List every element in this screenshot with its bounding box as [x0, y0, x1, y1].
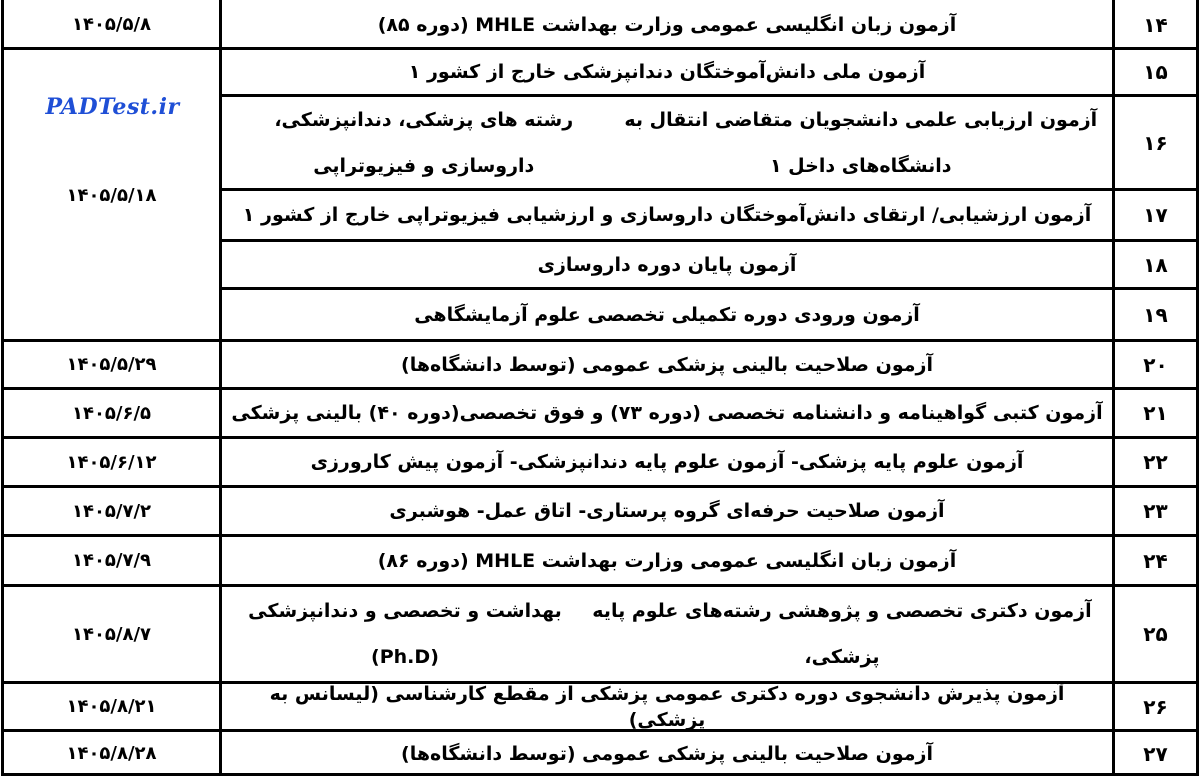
- exam-title: [222, 732, 1112, 775]
- exam-date: ۱۴۰۵/۵/۲۹: [66, 354, 157, 375]
- row-number: ۱۹: [1143, 302, 1168, 327]
- exam-date: ۱۴۰۵/۸/۲۸: [66, 743, 157, 764]
- exam-title: [222, 537, 1112, 584]
- exam-title-line: آزمون ورودی دوره تکمیلی تخصصی علوم آزمایشگاهی: [414, 303, 920, 326]
- exam-title: [222, 488, 1112, 534]
- exam-title-line: آزمون صلاحیت حرفه‌ای گروه پرستاری- اتاق عمل- هوشبری: [389, 500, 945, 522]
- exam-date: ۱۴۰۵/۶/۱۲: [66, 451, 157, 473]
- row-number: ۱۵: [1143, 60, 1168, 84]
- exam-title: [222, 390, 1112, 436]
- exam-title: [222, 290, 1112, 339]
- exam-title-line: آزمون صلاحیت بالینی پزشکی عمومی (توسط دانشگاه‌ها): [401, 742, 933, 765]
- row-number: ۲۳: [1143, 499, 1168, 523]
- exam-title: [222, 439, 1112, 485]
- watermark-logo: PADTest.ir: [45, 94, 180, 120]
- row-number: ۲۶: [1143, 694, 1168, 719]
- exam-date: ۱۴۰۵/۸/۷: [71, 623, 152, 645]
- exam-title: [222, 242, 1112, 287]
- row-number: ۲۱: [1143, 401, 1168, 425]
- row-number: ۱۶: [1143, 130, 1168, 155]
- exam-title: [222, 50, 1112, 94]
- exam-title-line: آزمون ارزیابی علمی دانشجویان متقاضی انتقال به دانشگاه‌های داخل ۱: [624, 108, 1098, 177]
- exam-title: [222, 97, 1112, 188]
- exam-title-line: آزمون علوم پایه پزشکی- آزمون علوم پایه دندانپزشکی- آزمون پیش کارورزی: [310, 451, 1024, 473]
- row-number: ۱۷: [1143, 203, 1168, 227]
- exam-title-line: آزمون پذیرش دانشجوی دوره دکتری عمومی پزشکی از مقطع کارشناسی (لیسانس به پزشکی): [269, 682, 1065, 731]
- exam-title-line: آزمون پایان دوره داروسازی: [537, 253, 797, 276]
- exam-date-merged: ۱۴۰۵/۵/۱۸: [66, 184, 157, 206]
- exam-title: [222, 342, 1112, 387]
- exam-date: ۱۴۰۵/۷/۲: [71, 500, 152, 522]
- exam-title: [222, 587, 1112, 681]
- exam-title-line: آزمون زبان انگلیسی عمومی وزارت بهداشت MHLE (دوره ۸۵): [377, 13, 957, 36]
- row-number: ۱۸: [1143, 252, 1168, 277]
- row-number: ۲۲: [1143, 450, 1168, 474]
- exam-title-line: آزمون دکتری تخصصی و پژوهشی رشته‌های علوم پایه پزشکی،: [592, 600, 1092, 668]
- exam-date: ۱۴۰۵/۷/۹: [71, 550, 152, 571]
- exam-title: [222, 2, 1112, 47]
- row-number: ۲۵: [1143, 622, 1168, 646]
- exam-title: [222, 191, 1112, 239]
- row-number: ۲۴: [1143, 548, 1168, 573]
- row-number: ۲۷: [1143, 741, 1168, 766]
- row-number: ۲۰: [1143, 352, 1168, 377]
- exam-title-line: آزمون کتبی گواهینامه و دانشنامه تخصصی (دوره ۷۳) و فوق تخصصی(دوره ۴۰) بالینی پزشکی: [231, 402, 1103, 424]
- exam-date: ۱۴۰۵/۸/۲۱: [66, 696, 157, 717]
- exam-date: ۱۴۰۵/۶/۵: [71, 402, 152, 424]
- exam-title-line: آزمون صلاحیت بالینی پزشکی عمومی (توسط دانشگاه‌ها): [401, 353, 933, 376]
- exam-date: ۱۴۰۵/۵/۸: [71, 14, 152, 35]
- exam-title-line: آزمون زبان انگلیسی عمومی وزارت بهداشت MHLE (دوره ۸۶): [377, 549, 957, 572]
- exam-title: [222, 684, 1112, 729]
- row-number: ۱۴: [1143, 12, 1168, 37]
- exam-title-line: بهداشت و تخصصی و دندانپزشکی (Ph.D): [248, 600, 562, 668]
- exam-title-line: رشته های پزشکی، دندانپزشکی، داروسازی و فیزیوتراپی: [274, 108, 574, 177]
- exam-title-line: آزمون ملی دانش‌آموختگان دندانپزشکی خارج از کشور ۱: [408, 61, 926, 83]
- exam-title-line: آزمون ارزشیابی/ ارتقای دانش‌آموختگان داروسازی و ارزشیابی فیزیوتراپی خارج از کشور ۱: [242, 204, 1092, 226]
